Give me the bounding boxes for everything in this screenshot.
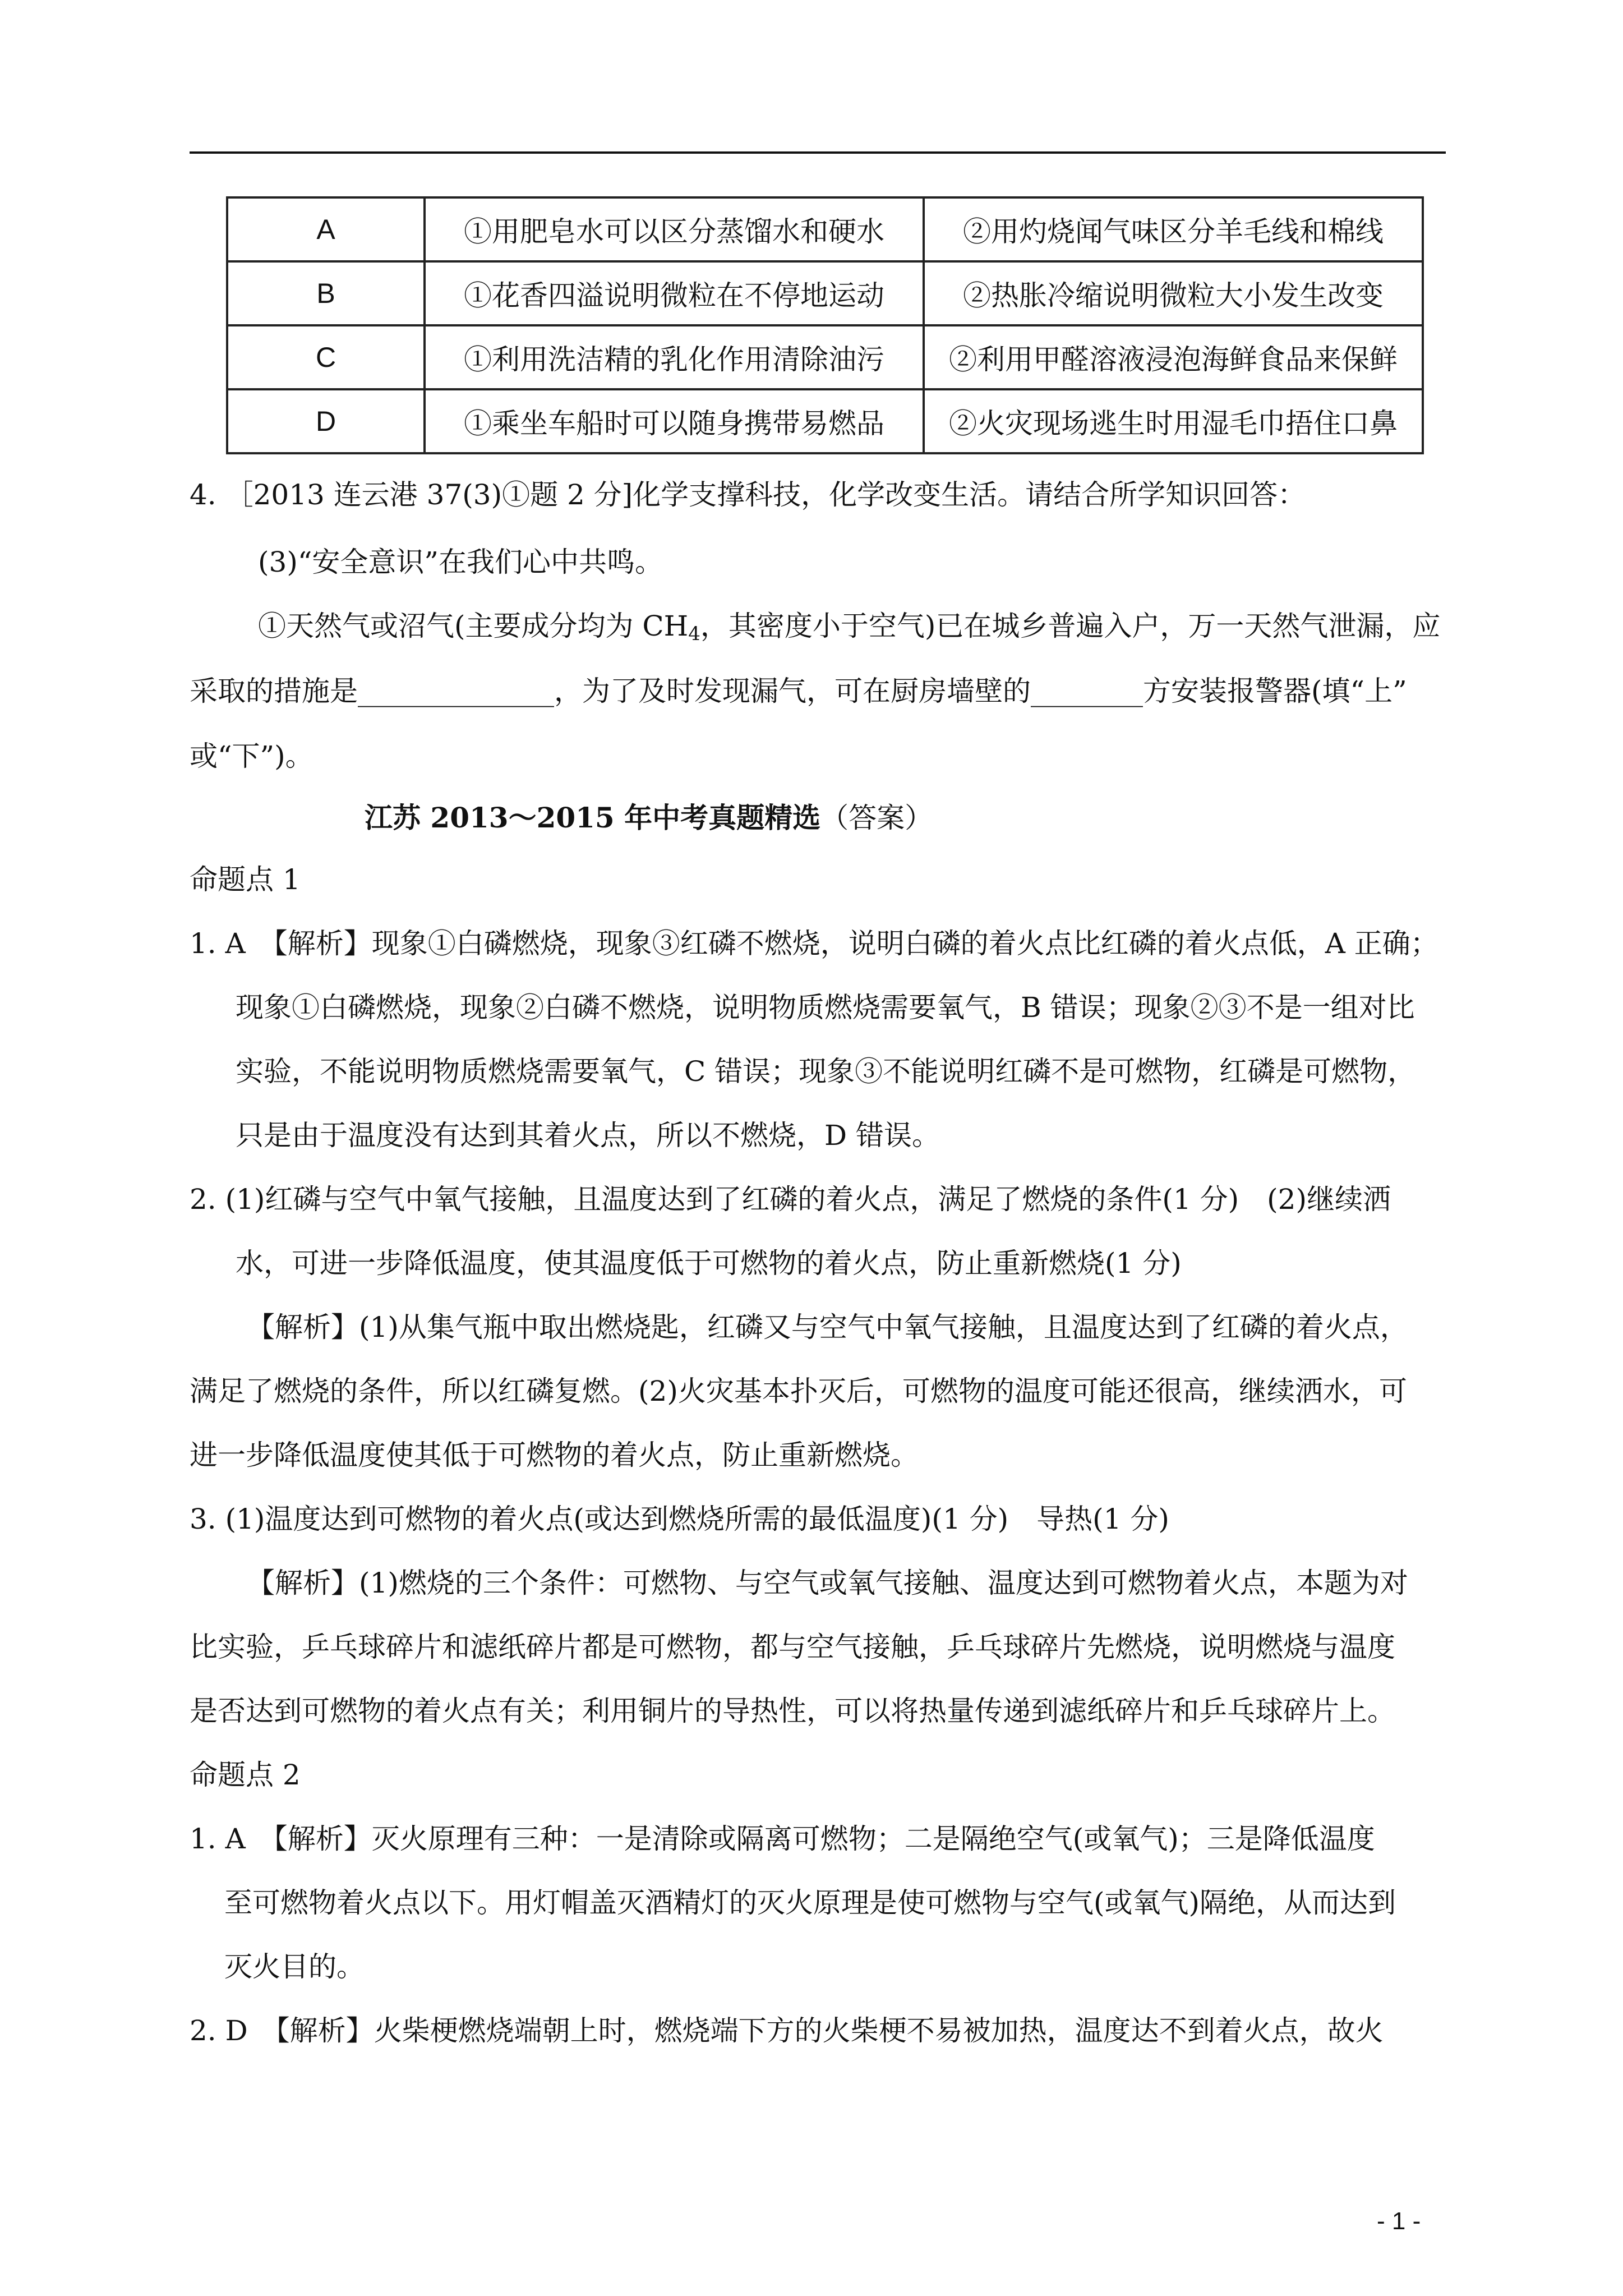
option-statement-2: ②用灼烧闻气味区分羊毛线和棉线 xyxy=(924,197,1423,261)
analysis-text: 满足了燃烧的条件，所以红磷复燃。(2)火灾基本扑灭后，可燃物的温度可能还很高，继续洒水，可 xyxy=(190,1375,1407,1407)
table-row xyxy=(227,325,1423,389)
q4-text-part: ，其密度小于空气)已在城乡普遍入户，万一天然气泄漏，应 xyxy=(700,610,1441,642)
answer-text: 现象①白磷燃烧，现象②白磷不燃烧，说明物质燃烧需要氧气，B 错误；现象②③不是一组对比 xyxy=(236,991,1415,1024)
analysis-text: 比实验，乒乓球碎片和滤纸碎片都是可燃物，都与空气接触，乒乓球碎片先燃烧，说明燃烧与温度 xyxy=(190,1631,1395,1663)
analysis-text: 【解析】(1)从集气瓶中取出燃烧匙，红磷又与空气中氧气接触，且温度达到了红磷的着火点， xyxy=(247,1311,1408,1343)
option-label: D xyxy=(227,389,425,453)
subscript: 4 xyxy=(688,623,700,645)
answers-title xyxy=(365,801,933,835)
question-4-text: 采取的措施是______________，为了及时发现漏气，可在厨房墙壁的________方安装报警器(填“上” xyxy=(190,675,1407,707)
question-4-subpart: (3)“安全意识”在我们心中共鸣。 xyxy=(258,546,663,578)
answer-text: 水，可进一步降低温度，使其温度低于可燃物的着火点，防止重新燃烧(1 分) xyxy=(236,1247,1182,1280)
answer-text: 灭火目的。 xyxy=(224,1950,365,1983)
option-statement-1: ①乘坐车船时可以随身携带易燃品 xyxy=(425,389,924,453)
question-4-text xyxy=(258,609,1440,643)
answer-text: 只是由于温度没有达到其着火点，所以不燃烧，D 错误。 xyxy=(236,1119,940,1152)
analysis-text: 是否达到可燃物的着火点有关；利用铜片的导热性，可以将热量传递到滤纸碎片和乒乓球碎片上。 xyxy=(190,1695,1395,1727)
analysis-text: 进一步降低温度使其低于可燃物的着火点，防止重新燃烧。 xyxy=(190,1439,919,1471)
page-number: - 1 - xyxy=(1377,2207,1421,2235)
table-row xyxy=(227,261,1423,325)
section-heading: 命题点 1 xyxy=(190,863,301,896)
header-rule xyxy=(190,151,1446,154)
options-table xyxy=(226,196,1424,454)
option-statement-2: ②火灾现场逃生时用湿毛巾捂住口鼻 xyxy=(924,389,1423,453)
option-statement-1: ①利用洗洁精的乳化作用清除油污 xyxy=(425,325,924,389)
analysis-text: 【解析】(1)燃烧的三个条件：可燃物、与空气或氧气接触、温度达到可燃物着火点，本题为对 xyxy=(247,1567,1408,1599)
section-heading: 命题点 2 xyxy=(190,1759,301,1791)
q4-text-part: ①天然气或沼气(主要成分均为 CH xyxy=(258,610,689,642)
answer-text: 1. A 【解析】现象①白磷燃烧，现象③红磷不燃烧，说明白磷的着火点比红磷的着火点低，A 正确； xyxy=(190,927,1438,960)
question-4-stem: 4. ［2013 连云港 37(3)①题 2 分]化学支撑科技，化学改变生活。请结合所学知识回答： xyxy=(190,478,1306,511)
answer-text: 2. (1)红磷与空气中氧气接触，且温度达到了红磷的着火点，满足了燃烧的条件(1 分) (2)继续洒 xyxy=(190,1183,1391,1216)
answer-text: 2. D 【解析】火柴梗燃烧端朝上时，燃烧端下方的火柴梗不易被加热，温度达不到着火点，故火 xyxy=(190,2014,1384,2047)
option-statement-2: ②利用甲醛溶液浸泡海鲜食品来保鲜 xyxy=(924,325,1423,389)
option-statement-2: ②热胀冷缩说明微粒大小发生改变 xyxy=(924,261,1423,325)
question-4-text: 或“下”)。 xyxy=(190,740,313,772)
option-statement-1: ①用肥皂水可以区分蒸馏水和硬水 xyxy=(425,197,924,261)
table-row xyxy=(227,197,1423,261)
option-statement-1: ①花香四溢说明微粒在不停地运动 xyxy=(425,261,924,325)
answer-text: 至可燃物着火点以下。用灯帽盖灭酒精灯的灭火原理是使可燃物与空气(或氧气)隔绝，从而达到 xyxy=(224,1887,1396,1919)
table-row xyxy=(227,389,1423,453)
answers-title-tail: （答案） xyxy=(820,802,933,834)
answer-text: 3. (1)温度达到可燃物的着火点(或达到燃烧所需的最低温度)(1 分) 导热(1 分) xyxy=(190,1503,1169,1535)
option-label: A xyxy=(227,197,425,261)
option-label: B xyxy=(227,261,425,325)
answer-text: 实验，不能说明物质燃烧需要氧气，C 错误；现象③不能说明红磷不是可燃物，红磷是可燃物， xyxy=(236,1055,1416,1088)
option-label: C xyxy=(227,325,425,389)
answer-text: 1. A 【解析】灭火原理有三种：一是清除或隔离可燃物；二是隔绝空气(或氧气)；三是降低温度 xyxy=(190,1823,1375,1855)
answers-title-main: 江苏 2013～2015 年中考真题精选 xyxy=(365,801,821,834)
